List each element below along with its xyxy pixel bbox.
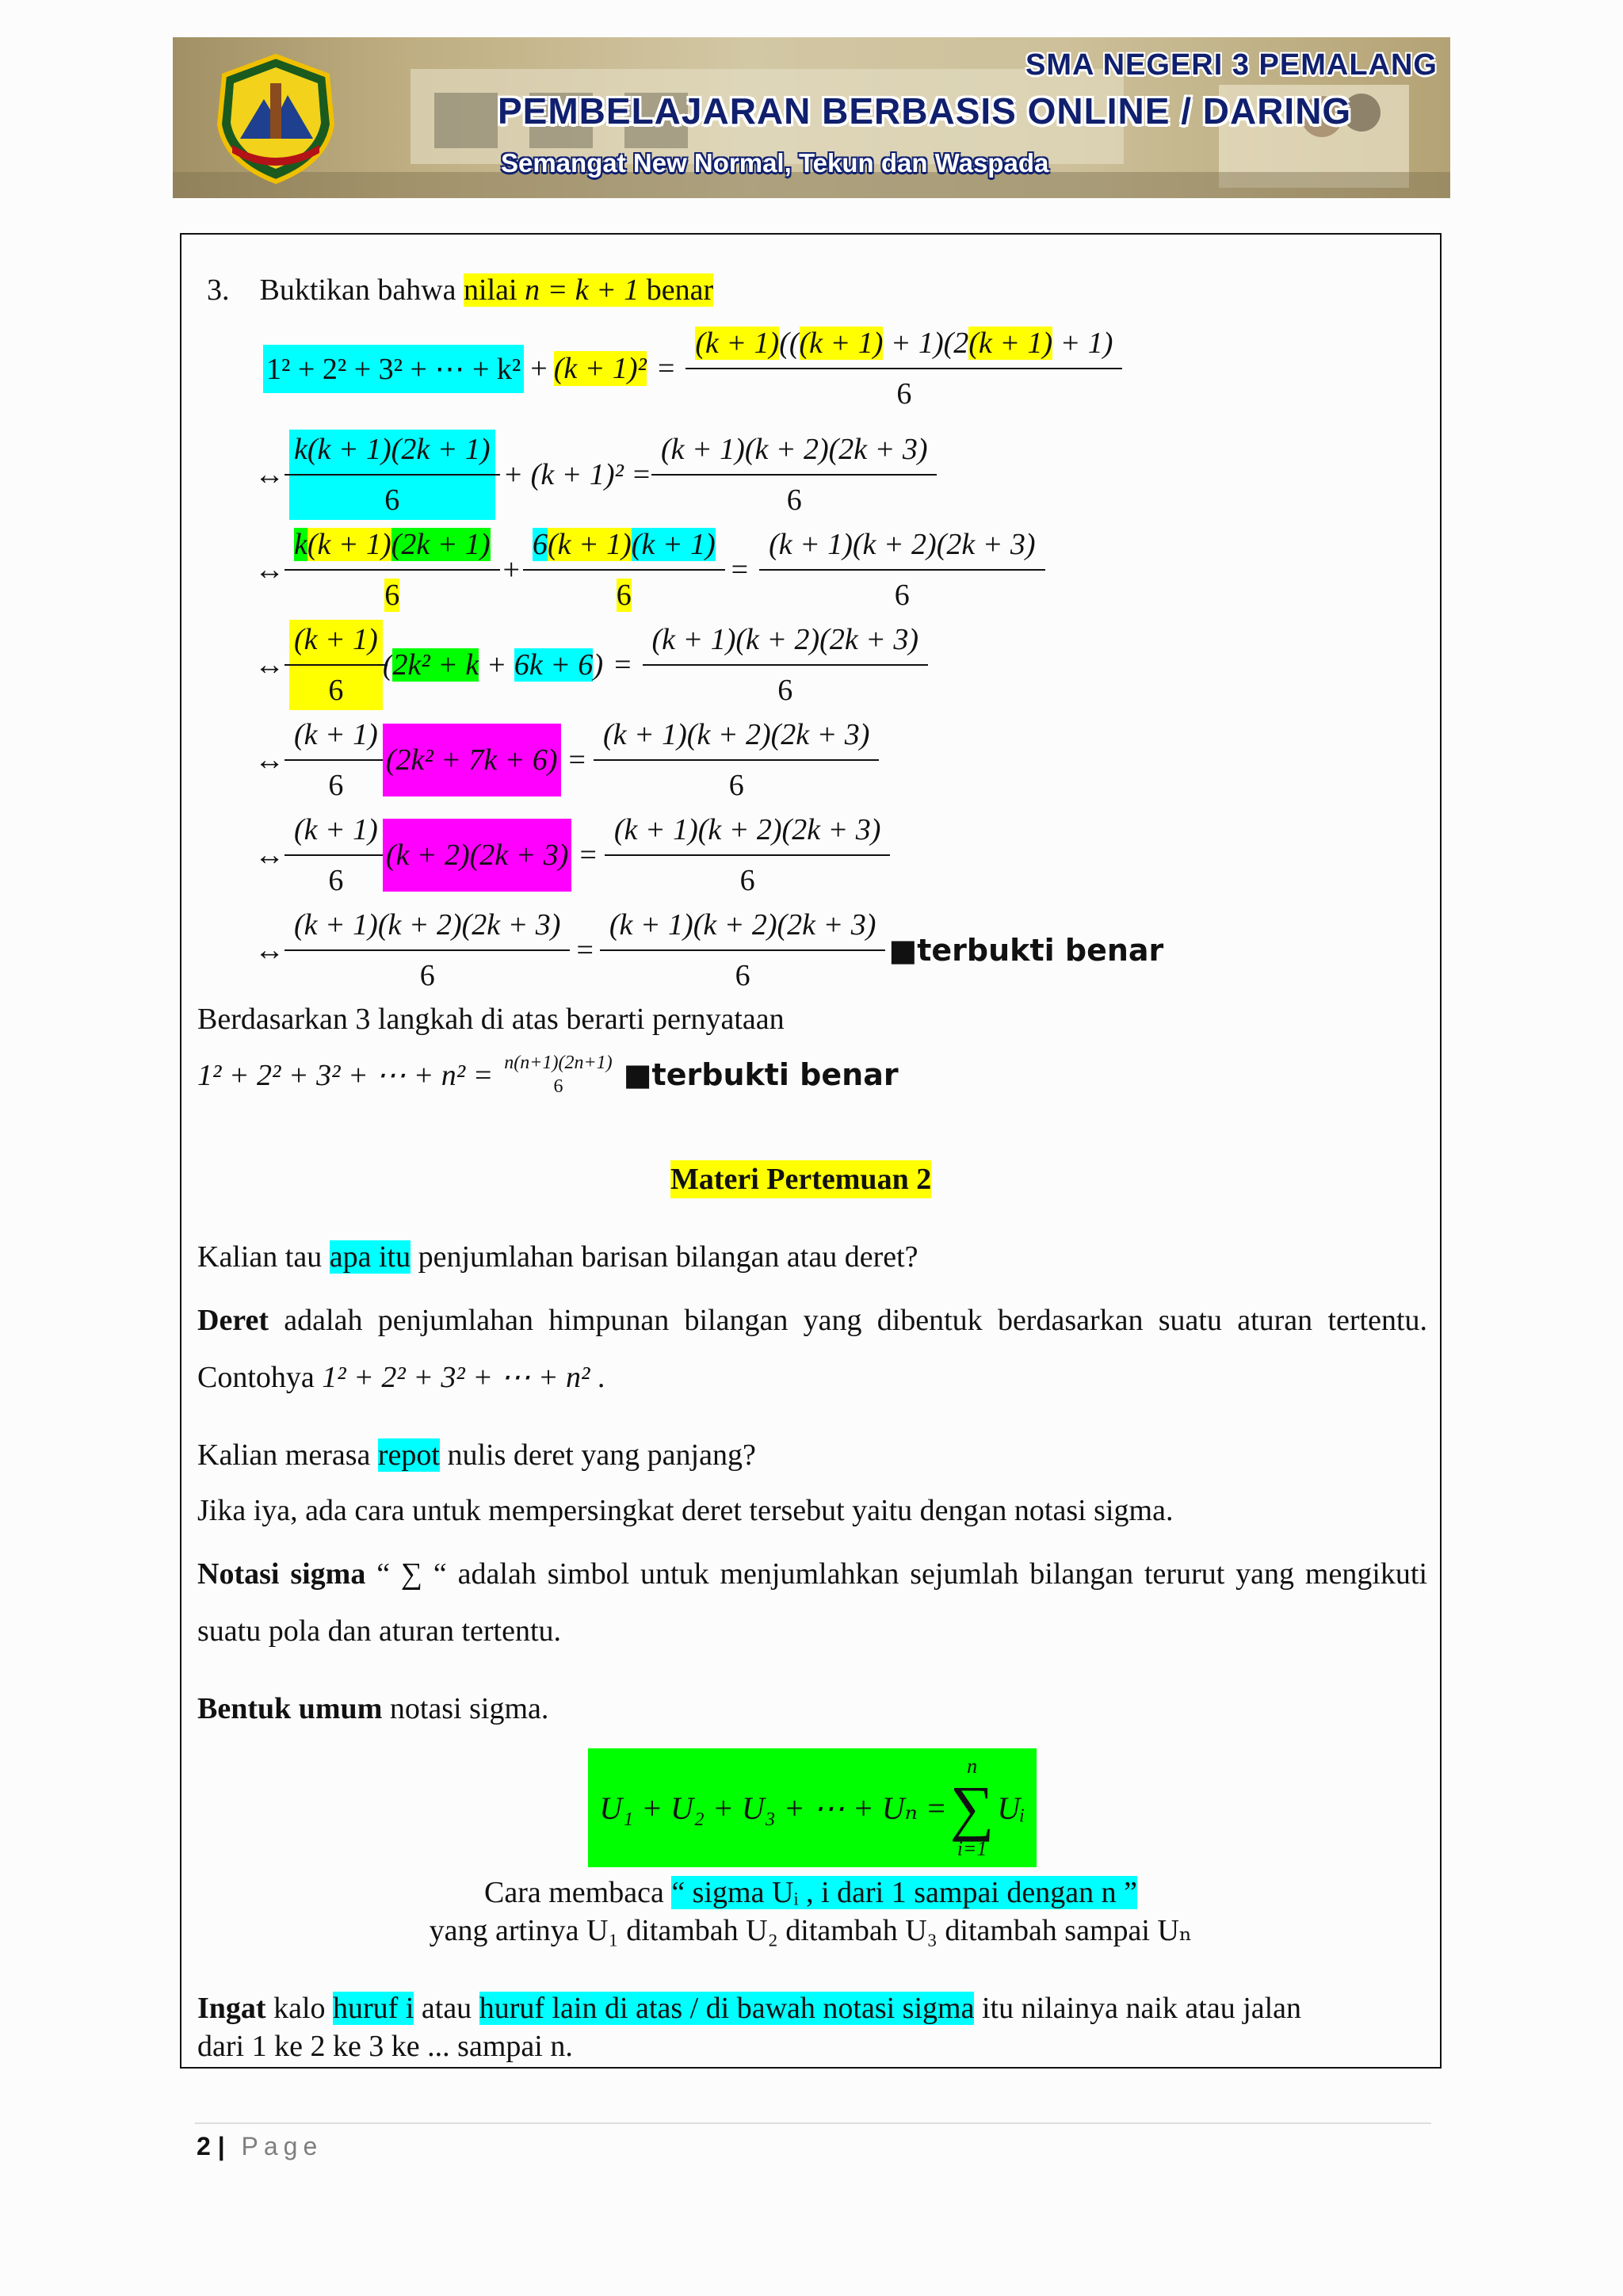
sigma-icon: ∑ — [949, 1773, 995, 1842]
sigma-general-form — [588, 1748, 1037, 1867]
sigma-body: Uᵢ — [997, 1790, 1025, 1826]
intro-question: Kalian tau apa itu penjumlahan barisan bilangan atau deret? — [197, 1240, 918, 1274]
sigma-lhs: U₁ + U₂ + U₃ + ⋯ + Uₙ = — [599, 1790, 947, 1826]
conclusion-formula: 1² + 2² + 3² + ⋯ + n² = n(n+1)(2n+1) 6 ■terbukti benar — [197, 1052, 899, 1097]
proof-line-5: ↔ $\frac{(k + 1)}{6}$ (2k² + 7k + 6) = $\frac{(k + 1)(k + 2)(2k + 3)}{6}$ — [254, 715, 879, 805]
notasi-intro: Jika iya, ada cara untuk mempersingkat deret tersebut yaitu dengan notasi sigma. — [197, 1494, 1174, 1527]
page-separator: | — [217, 2132, 225, 2160]
ingat-note-line-2: dari 1 ke 2 ke 3 ke ... sampai n. — [197, 2030, 573, 2063]
banner-slogan: Semangat New Normal, Tekun dan Waspada — [501, 148, 1049, 178]
step-3-heading — [207, 271, 713, 309]
proof-line-3: ↔ $\frac{k(k + 1)(2k + 1)}{6}$ + $\frac{6(k + 1)(k + 1)}{6}$ = $\frac{(k + 1)(k + 2)(2k + 3)}{6}$ — [254, 525, 1045, 615]
ingat-note: Ingat kalo huruf i atau huruf lain di atas / di bawah notasi sigma itu nilainya naik atau jalan — [197, 1992, 1302, 2025]
proof-line-5-poly: (2k² + 7k + 6) — [383, 724, 561, 797]
page-number: 2 — [197, 2132, 211, 2160]
section-title: Materi Pertemuan 2 — [670, 1160, 931, 1198]
reading-line-1: Cara membaca “ sigma Uᵢ , i dari 1 sampai dengan n ” — [484, 1876, 1137, 1909]
proof-line-4: ↔ $\frac{(k + 1)}{6}$ (2k² + k + 6k + 6) = $\frac{(k + 1)(k + 2)(2k + 3)}{6}$ — [254, 620, 928, 710]
footer-divider — [195, 2122, 1431, 2124]
step-lead: Buktikan bahwa — [259, 273, 456, 307]
proof-line-2: ↔ $\frac{k(k + 1)(2k + 1)}{6}$ + (k + 1)² = $\frac{(k + 1)(k + 2)(2k + 3)}{6}$ — [254, 430, 937, 520]
proof-lhs-series: 1² + 2² + 3² + ⋯ + k² — [263, 345, 524, 393]
bentuk-umum-label: Bentuk umum notasi sigma. — [197, 1692, 549, 1725]
proof-line-3-frac-2: $\frac{6(k + 1)(k + 1)}{6}$ — [528, 525, 720, 615]
central-java-crest-icon — [208, 52, 343, 186]
proof-line-1-rhs: $\frac{(k + 1)(((k + 1) + 1)(2(k + 1) + 1)}{6}$ — [690, 323, 1117, 414]
step-claim: nilai n = k + 1 benar — [464, 273, 714, 307]
notasi-sigma-definition: Notasi sigma “ ∑ “ adalah simbol untuk menjumlahkan sejumlah bilangan terurut yang mengikuti suatu pola dan aturan tertentu. — [197, 1557, 1428, 1648]
proof-added-term: (k + 1)² — [553, 352, 647, 385]
proof-line-3-frac-1: $\frac{k(k + 1)(2k + 1)}{6}$ — [289, 525, 495, 615]
sigma-operator: n ∑ i=1 — [949, 1755, 995, 1860]
page-label: Page — [241, 2132, 323, 2160]
header-banner — [173, 37, 1450, 198]
conclusion-text: Berdasarkan 3 langkah di atas berarti pernyataan — [197, 1003, 785, 1036]
page-footer — [197, 2132, 323, 2161]
banner-title: PEMBELAJARAN BERBASIS ONLINE / DARING — [498, 90, 1352, 132]
proof-line-7: ↔ $\frac{(k + 1)(k + 2)(2k + 3)}{6}$ = $\frac{(k + 1)(k + 2)(2k + 3)}{6}$ ■terbukti benar — [254, 905, 1163, 995]
proof-line-6: ↔ $\frac{(k + 1)}{6}$ (k + 2)(2k + 3) = $\frac{(k + 1)(k + 2)(2k + 3)}{6}$ — [254, 810, 890, 900]
content-box — [180, 233, 1442, 2069]
proof-line-2-lhs: $\frac{k(k + 1)(2k + 1)}{6}$ — [289, 430, 495, 520]
conclusion-qed: ■terbukti benar — [623, 1057, 899, 1092]
school-name: SMA NEGERI 3 PEMALANG — [1025, 48, 1438, 82]
proof-line-6-factor: (k + 2)(2k + 3) — [383, 819, 572, 892]
reading-line-2: yang artinya U₁ ditambah U₂ ditambah U₃ ditambah sampai Uₙ — [429, 1914, 1193, 1947]
proof-qed: ■terbukti benar — [888, 933, 1164, 968]
deret-definition: Deret adalah penjumlahan himpunan bilangan yang dibentuk berdasarkan suatu aturan tertentu. Contohya 1² + 2² + 3² + ⋯ + n² . — [197, 1304, 1427, 1394]
repot-question: Kalian merasa repot nulis deret yang panjang? — [197, 1438, 756, 1472]
step-number: 3. — [207, 273, 230, 307]
proof-line-1: 1² + 2² + 3² + ⋯ + k² + (k + 1)² = $\frac{(k + 1)(((k + 1) + 1)(2(k + 1) + 1)}{6}$ — [263, 323, 1122, 414]
proof-line-4-factor: $\frac{(k + 1)}{6}$ — [289, 620, 383, 710]
